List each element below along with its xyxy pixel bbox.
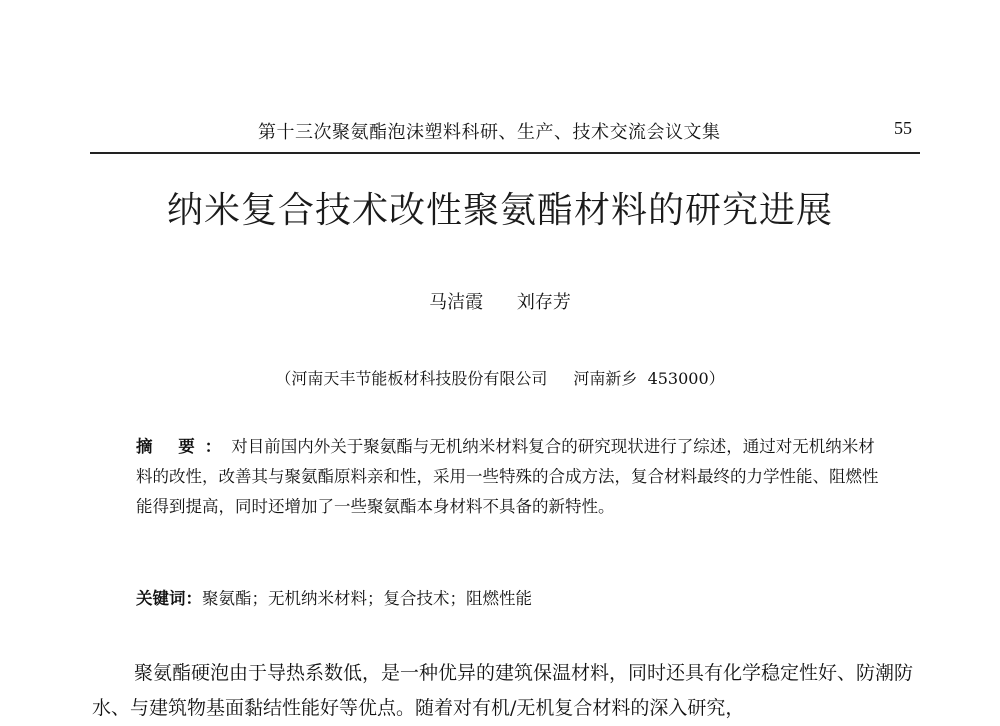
author-list xyxy=(0,288,1000,314)
abstract-text: 对目前国内外关于聚氨酯与无机纳米材料复合的研究现状进行了综述，通过对无机纳米材料的改性，改善其与聚氨酯原料亲和性，采用一些特殊的合成方法，复合材料最终的力学性能、阻燃性能得到提高，同时还增加了一些聚氨酯本身材料不具备的新特性。 xyxy=(136,437,879,516)
affiliation-open-paren: （ xyxy=(275,369,292,388)
keywords-label: 关键词： xyxy=(136,589,202,608)
abstract xyxy=(136,432,881,522)
author-name: 马洁霞 xyxy=(429,292,484,313)
body-paragraph: 聚氨酯硬泡由于导热系数低，是一种优异的建筑保温材料，同时还具有化学稳定性好、防潮防水、与建筑物基面黏结性能好等优点。随着对有机/无机复合材料的深入研究， xyxy=(92,662,914,719)
affiliation-close-paren: ） xyxy=(708,369,725,388)
affiliation-organization: 河南天丰节能板材科技股份有限公司 xyxy=(291,369,548,388)
journal-title: 第十三次聚氨酯泡沫塑料科研、生产、技术交流会议文集 xyxy=(258,122,721,143)
author-name: 刘存芳 xyxy=(516,292,571,313)
keywords xyxy=(136,585,881,609)
affiliation-city: 河南新乡 xyxy=(573,369,638,388)
running-header xyxy=(90,112,920,154)
abstract-label: 摘 要： xyxy=(136,437,232,456)
affiliation-postcode: 453000 xyxy=(647,369,709,388)
page-number: 55 xyxy=(894,118,912,138)
paper-title: 纳米复合技术改性聚氨酯材料的研究进展 xyxy=(166,190,833,231)
affiliation xyxy=(0,366,1000,389)
keywords-text: 聚氨酯；无机纳米材料；复合技术；阻燃性能 xyxy=(202,589,532,608)
